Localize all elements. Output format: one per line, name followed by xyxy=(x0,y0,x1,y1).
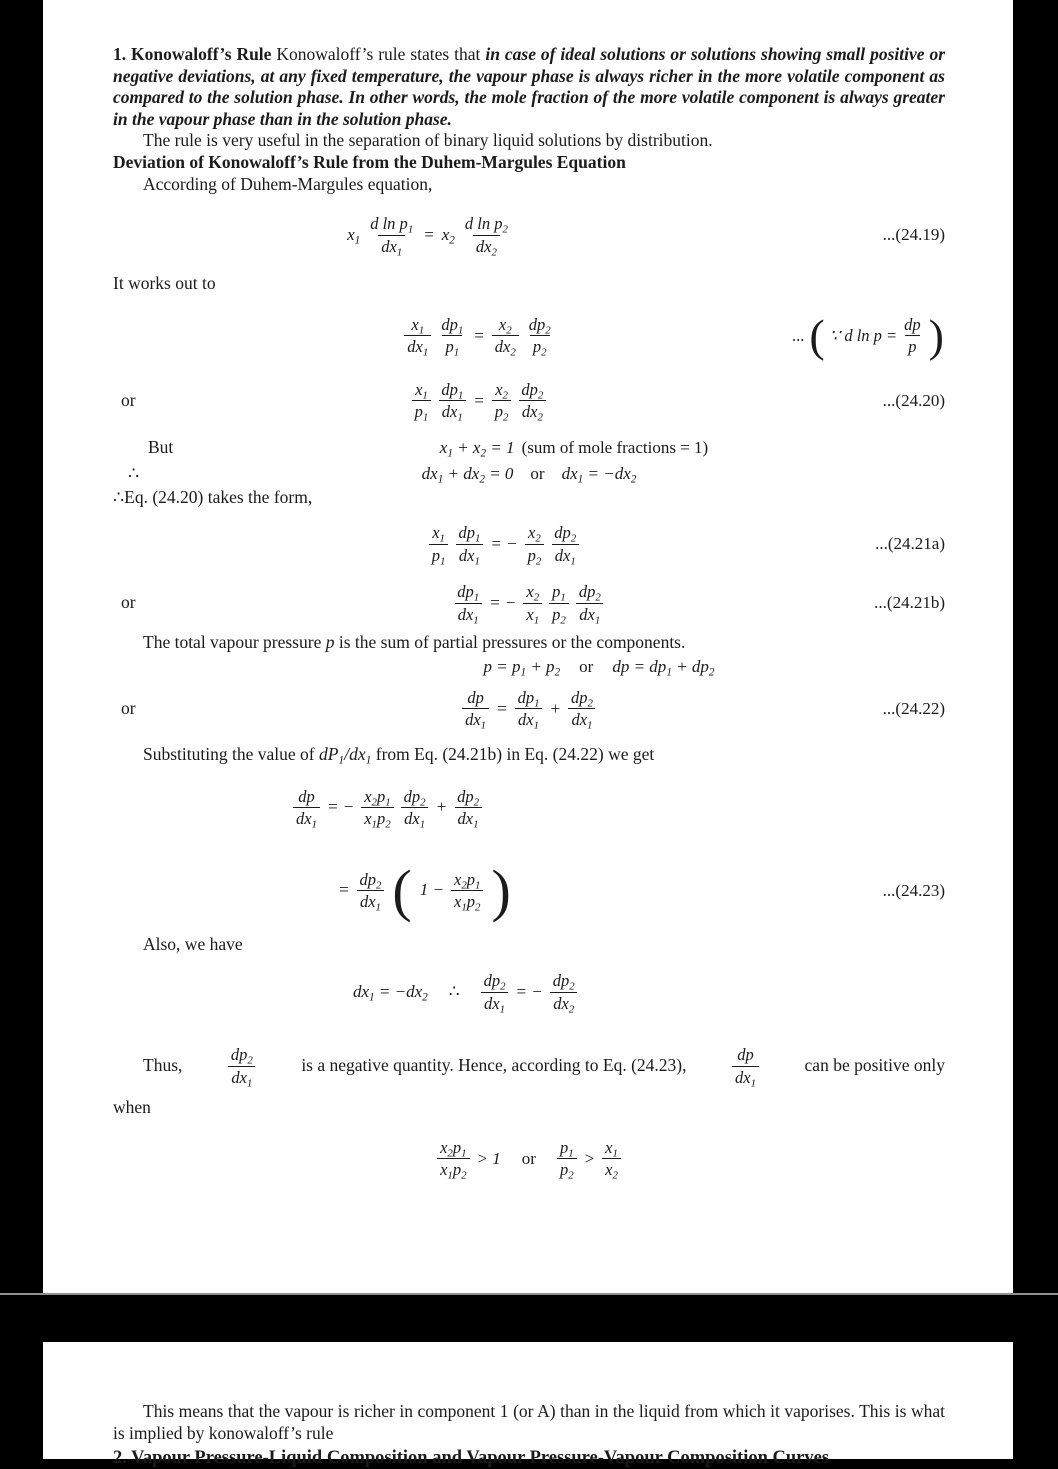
fraction-denominator: $p_2$ xyxy=(525,544,545,565)
fraction-denominator: p xyxy=(905,335,919,356)
fraction-numerator: $dp_1$ xyxy=(458,523,481,545)
fraction-numerator: $x_2$ xyxy=(498,314,512,337)
fraction xyxy=(576,582,604,627)
fraction-numerator: $dp_2$ xyxy=(230,1045,253,1067)
fraction-denominator: $dx_1$ xyxy=(732,1066,759,1087)
fraction-numerator: $x_2$ xyxy=(495,379,508,402)
page-background xyxy=(43,0,1013,1468)
operator: = xyxy=(423,224,435,244)
fraction-denominator: $dx_1$ xyxy=(455,807,482,828)
left-black-border xyxy=(0,0,43,1459)
fraction xyxy=(462,688,489,730)
fraction-numerator: dp xyxy=(298,786,315,806)
fraction-denominator: $dx_1$ xyxy=(462,708,489,729)
intro-heading: 1. Konowaloff’s Rule xyxy=(113,44,272,64)
works-out-line: It works out to xyxy=(113,273,216,294)
fraction-numerator: $dp_2$ xyxy=(483,971,506,993)
fraction-denominator: $p_1$ xyxy=(442,335,462,356)
fraction-denominator: $dx_1$ xyxy=(401,807,428,828)
fraction-denominator: $dx_2$ xyxy=(492,335,519,356)
text: is the sum of partial pressures or the components. xyxy=(334,632,686,653)
when-line: when xyxy=(113,1097,151,1118)
deviation-heading: Deviation of Konowaloff’s Rule from the Duhem-Margules Equation xyxy=(113,151,626,172)
equation-body: = $\frac{dp_2}{dx_1}$ ( 1 − $\frac{x_2p_1}{x_1p_2}$ ) xyxy=(338,857,511,923)
fraction xyxy=(438,315,466,357)
equation-number: ...(24.23) xyxy=(882,880,945,900)
fraction-numerator: $dp_2$ xyxy=(570,687,593,710)
operator: = − xyxy=(515,981,543,1001)
operator: = − xyxy=(489,593,517,613)
therefore-line xyxy=(113,461,945,487)
fraction-denominator: $dx_1$ xyxy=(404,335,431,356)
fraction-numerator: $x_2$ xyxy=(526,582,540,604)
equation-left-label: or xyxy=(121,698,136,719)
math-text: $p = p_1 + p_2$ xyxy=(483,656,561,679)
text: from Eq. (24.21b) in Eq. (24.22) we get xyxy=(371,743,655,764)
equation-left-label: or xyxy=(121,389,136,410)
usefulness-line: The rule is very useful in the separation of binary liquid solutions by distribution. xyxy=(143,130,713,151)
fraction-numerator: $x_2p_1$ xyxy=(364,786,391,808)
equation-body xyxy=(353,971,578,1013)
operator: = xyxy=(473,325,485,345)
fraction-numerator: $dp_2$ xyxy=(528,314,551,337)
fraction xyxy=(732,1045,759,1087)
fraction-numerator: $x_2p_1$ xyxy=(453,869,481,891)
intro-paragraph xyxy=(113,44,945,130)
fraction-denominator: $dx_1$ xyxy=(568,708,595,729)
fraction xyxy=(367,214,416,256)
note-text: ∵ d ln p = xyxy=(829,325,898,345)
fraction xyxy=(361,787,393,829)
thus-paragraph xyxy=(113,1035,945,1097)
fraction-numerator: $dp_1$ xyxy=(441,314,464,337)
fraction-numerator: dp xyxy=(467,687,484,707)
equation-body xyxy=(437,1138,621,1180)
fraction-numerator: $dp_2$ xyxy=(521,379,544,402)
fraction-numerator: $x_1$ xyxy=(415,379,428,402)
next-section-heading: 2. Vapour Pressure-Liquid Composition and Vapour Pressure-Vapour Composition Curves xyxy=(113,1448,830,1468)
or-word: or xyxy=(530,463,545,483)
fraction xyxy=(526,315,554,357)
fraction xyxy=(525,523,545,568)
equation-24-20 xyxy=(113,373,945,429)
fraction-numerator: dp xyxy=(904,314,921,334)
fraction-denominator: $x_1p_2$ xyxy=(437,1158,469,1179)
math-text: $x_1 + x_2 = 1$ xyxy=(439,437,515,459)
fraction xyxy=(437,1138,469,1180)
fraction-numerator: $x_1$ xyxy=(605,1137,618,1160)
negative-dx-equation xyxy=(113,961,945,1023)
fraction xyxy=(412,380,432,422)
fraction-numerator: $dp_2$ xyxy=(359,869,382,891)
fraction xyxy=(451,870,483,912)
page-content xyxy=(113,0,945,1191)
equation-number: ...(24.19) xyxy=(882,225,945,245)
equation-body xyxy=(440,438,708,458)
variable: $x_2$ xyxy=(441,224,455,247)
math-text: $dx_1 = -dx_2$ xyxy=(561,463,637,485)
separator-band xyxy=(0,1293,1058,1342)
fraction-numerator: $x_1$ xyxy=(411,314,425,337)
equation-number: ...(24.20) xyxy=(882,390,945,410)
fraction-numerator: $dp_2$ xyxy=(554,523,577,545)
fraction-denominator: $dx_1$ xyxy=(439,400,466,421)
fraction xyxy=(518,380,546,422)
fraction xyxy=(557,1138,577,1180)
fraction-numerator: d $\ln p_1$ xyxy=(370,214,414,236)
but-line xyxy=(148,435,990,461)
fraction xyxy=(492,380,512,422)
fraction-numerator: $dp_2$ xyxy=(457,786,480,808)
total-pressure-line xyxy=(113,632,945,654)
fraction xyxy=(523,582,542,627)
operator: = − xyxy=(490,534,518,554)
fraction-denominator: $dx_1$ xyxy=(481,992,508,1013)
operator: = xyxy=(473,390,485,410)
operator: + xyxy=(549,698,561,718)
inline-math: $dP_1/dx_1$ xyxy=(318,743,372,767)
therefore-symbol: ∴ xyxy=(128,462,140,483)
fraction xyxy=(551,523,579,568)
equation-number: ...(24.21b) xyxy=(874,593,945,613)
fraction-denominator: $x_1p_2$ xyxy=(451,890,483,911)
fraction xyxy=(454,787,482,829)
text: The total vapour pressure xyxy=(143,632,326,653)
fraction-numerator: $x_1$ xyxy=(432,523,445,545)
fraction-numerator: $dp_2$ xyxy=(403,786,426,808)
rule-statement: in case of ideal solutions or solutions showing small positive or negative deviations, at any fixed temperature, the vapour phase is always richer in the more volatile component as compared to the solution phase. In other words, the mole fraction of the more volatile component is always greater in the vapour phase than in the solution phase. xyxy=(113,44,946,129)
fraction-numerator: d $\ln p_2$ xyxy=(464,214,508,236)
fraction xyxy=(550,971,578,1013)
bottom-paragraph: This means that the vapour is richer in component 1 (or A) than in the liquid from which it vaporises. This is what is implied by konowaloff’s rule xyxy=(113,1401,945,1443)
fraction xyxy=(438,380,466,422)
text: is a negative quantity. Hence, according to Eq. (24.23), xyxy=(301,1055,687,1076)
text: Substituting the value of xyxy=(143,743,319,764)
fraction-denominator: $dx_1$ xyxy=(576,603,603,624)
math-text: $dx_1 = -dx_2$ xyxy=(353,981,428,1004)
fraction-numerator: $dp_1$ xyxy=(457,582,480,604)
fraction-denominator: $dx_1$ xyxy=(357,890,384,911)
equation-24-19 xyxy=(113,203,945,267)
fraction-numerator: dp xyxy=(737,1045,754,1065)
or-word: or xyxy=(579,656,594,676)
fraction xyxy=(228,1045,256,1087)
fraction-numerator: $dp_1$ xyxy=(517,687,540,710)
fraction xyxy=(401,787,429,829)
fraction-denominator: $x_1p_2$ xyxy=(361,807,393,828)
fraction xyxy=(462,214,511,256)
equation-body xyxy=(462,688,596,730)
right-black-border xyxy=(1013,0,1058,1459)
fraction-numerator: $dp_2$ xyxy=(578,582,601,604)
equation-body xyxy=(404,315,553,357)
variable-p: p xyxy=(325,632,335,653)
fraction-denominator: $dx_1$ xyxy=(456,544,483,565)
fraction xyxy=(515,688,543,730)
dots: ... xyxy=(792,325,805,345)
fraction-denominator: $p_2$ xyxy=(549,603,569,624)
fraction xyxy=(602,1138,621,1180)
fraction-denominator: $dx_1$ xyxy=(455,603,482,624)
operator: + xyxy=(435,797,448,817)
sum-equation xyxy=(113,654,945,680)
fraction-denominator: $dx_1$ xyxy=(293,807,320,828)
text: Thus, xyxy=(143,1055,183,1076)
fraction xyxy=(492,315,519,357)
fraction-numerator: $p_1$ xyxy=(559,1137,574,1160)
fraction-numerator: $p_1$ xyxy=(552,582,566,604)
fraction-denominator: $dx_2$ xyxy=(519,400,546,421)
fraction-denominator: $dx_1$ xyxy=(515,708,542,729)
equation-24-21b xyxy=(113,574,945,632)
or-word: or xyxy=(521,1148,536,1168)
equation-24-21a xyxy=(113,514,945,574)
operator: > xyxy=(583,1148,596,1168)
fraction-denominator: $dx_2$ xyxy=(473,235,500,256)
fraction xyxy=(901,315,924,357)
equation-dlnp xyxy=(113,303,945,369)
note-text: (sum of mole fractions = 1) xyxy=(521,437,709,457)
equation-24-22 xyxy=(113,680,945,738)
equation-body xyxy=(422,464,637,484)
substituting-line xyxy=(113,744,945,766)
fraction-denominator: $p_2$ xyxy=(492,400,512,421)
fraction xyxy=(455,523,483,568)
equation-24-23 xyxy=(113,852,945,930)
equation-left-label: or xyxy=(121,592,136,613)
condition-equation xyxy=(113,1127,945,1191)
derivation-equation xyxy=(113,774,945,842)
fraction xyxy=(293,787,320,829)
text: can be positive only xyxy=(804,1055,945,1076)
fraction-denominator: $p_2$ xyxy=(557,1158,577,1179)
intro-lead: Konowaloff’s rule states that xyxy=(276,44,481,64)
equation-body xyxy=(412,380,547,422)
takes-form-line: ∴Eq. (24.20) takes the form, xyxy=(113,486,313,507)
fraction xyxy=(568,688,596,730)
variable: $x_1$ xyxy=(347,224,361,247)
fraction-denominator: $p_1$ xyxy=(429,544,449,565)
fraction-numerator: $dp_1$ xyxy=(441,379,464,402)
equation-body xyxy=(454,582,604,627)
fraction-denominator: $x_1$ xyxy=(523,603,542,624)
equation-body xyxy=(293,787,482,829)
operator: > 1 xyxy=(476,1148,501,1168)
fraction-numerator: $x_2$ xyxy=(528,523,541,545)
equation-number: ...(24.21a) xyxy=(875,534,945,554)
fraction xyxy=(454,582,482,627)
fraction-denominator: $dx_2$ xyxy=(550,992,577,1013)
equation-number: ...(24.22) xyxy=(882,699,945,719)
fraction-denominator: $dx_1$ xyxy=(552,544,579,565)
fraction-numerator: $dp_2$ xyxy=(552,971,575,993)
operator: = xyxy=(338,880,350,900)
therefore-symbol: ∴ xyxy=(448,981,460,1001)
fraction xyxy=(481,971,509,1013)
also-line: Also, we have xyxy=(143,933,243,954)
fraction xyxy=(356,870,384,912)
fraction-denominator: $dx_1$ xyxy=(378,235,405,256)
math-text: dp = $dp_1 + dp_2$ xyxy=(612,656,715,679)
equation-body xyxy=(347,214,511,256)
operator: = − xyxy=(327,797,355,817)
side-note: ... ( ∵ d ln p = $\frac{dp}{p}$ ) xyxy=(792,309,944,361)
operator: = xyxy=(496,698,508,718)
fraction-denominator: $dx_1$ xyxy=(228,1066,255,1087)
fraction xyxy=(404,315,431,357)
according-line: According of Duhem-Margules equation, xyxy=(143,173,433,194)
fraction xyxy=(549,582,569,627)
equation-body xyxy=(429,523,579,568)
math-text: 1 − xyxy=(419,880,444,900)
fraction-denominator: $p_1$ xyxy=(412,400,432,421)
fraction-denominator: $x_2$ xyxy=(602,1158,621,1179)
math-text: $dx_1 + dx_2 = 0$ xyxy=(421,463,514,485)
fraction xyxy=(429,523,449,568)
fraction-denominator: $p_2$ xyxy=(530,335,550,356)
fraction-numerator: $x_2p_1$ xyxy=(440,1137,467,1160)
but-label: But xyxy=(148,436,174,457)
equation-body xyxy=(483,657,714,677)
